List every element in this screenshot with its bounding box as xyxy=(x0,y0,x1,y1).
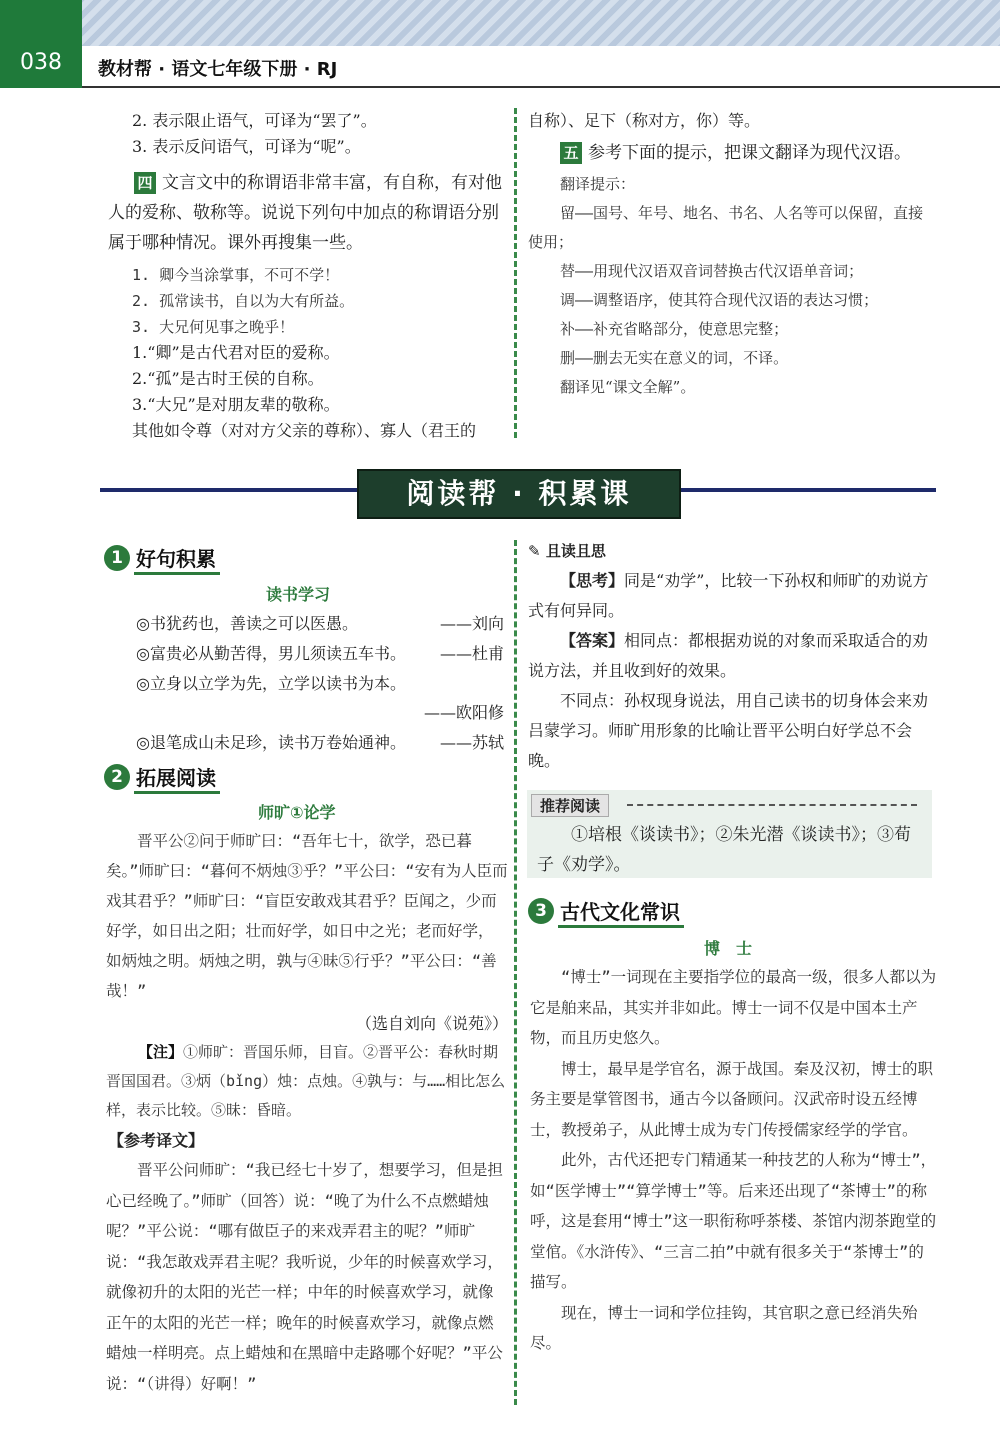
banner-rule-right xyxy=(676,488,936,492)
hint-line: 替——用现代汉语双音词替换古代汉语单音词； xyxy=(560,262,864,280)
answer-line: 其他如令尊（对对方父亲的尊称）、寡人（君王的 xyxy=(132,421,477,440)
quote-text: ◎书犹药也，善读之可以医愚。 xyxy=(136,614,358,633)
recommend-tag: 推荐阅读 xyxy=(531,794,609,817)
answer-text: 相同点：都根据劝说的对象而采取适合的劝说方法，并且收到好的效果。 xyxy=(528,631,929,680)
question-text: 同是“劝学”，比较一下孙权和师旷的劝说方式有何异同。 xyxy=(528,571,929,620)
header-pattern xyxy=(0,0,1000,46)
subheading: 博 士 xyxy=(704,939,753,958)
hint-line: 补——补充省略部分，使意思完整； xyxy=(560,320,789,338)
pencil-icon: ✎ xyxy=(528,542,541,560)
subheading: 师旷①论学 xyxy=(258,803,336,822)
subheading: 读书学习 xyxy=(266,585,331,604)
example-sentence: 3. 大兄何见事之晚乎！ xyxy=(132,318,295,336)
question-label: 【思考】 xyxy=(560,571,625,590)
section-number: 2 xyxy=(104,764,130,790)
example-sentence: 1. 卿今当涂掌事，不可不学！ xyxy=(132,266,340,284)
line: 3. 表示反问语气，可译为“呢”。 xyxy=(132,137,361,156)
quote-author: ——杜甫 xyxy=(439,644,504,663)
hint-line: 调——调整语序，使其符合现代汉语的表达习惯； xyxy=(560,291,879,309)
column-divider xyxy=(514,540,517,1405)
passage-source: （选自刘向《说苑》） xyxy=(355,1014,508,1033)
think-head: 且读且思 xyxy=(545,542,606,560)
hint-line: 翻译提示： xyxy=(560,175,636,193)
paragraph: 此外，古代还把专门精通某一种技艺的人称为“博士”，如“医学博士”“算学博士”等。后来还出现了“茶博士”的称呼，这是套用“博士”这一职衔称呼茶楼、茶馆内沏茶跑堂的堂倌。《水浒传》、“三言二拍”中就有很多关于“茶博士”的描写。 xyxy=(530,1151,937,1291)
question-4 xyxy=(108,168,508,258)
quote-row xyxy=(136,730,508,753)
quote-text: ◎富贵必从勤苦得，男儿须读五车书。 xyxy=(136,644,406,663)
difference-text: 不同点：孙权现身说法，用自己读书的切身体会来劝吕蒙学习。师旷用形象的比喻让晋平公明白好学总不会晚。 xyxy=(528,691,929,770)
column-divider xyxy=(514,108,517,438)
recommend-text: ①培根《谈读书》；②朱光潜《谈读书》；③荀子《劝学》。 xyxy=(537,825,911,875)
example-sentence: 2. 孤常读书，自以为大有所益。 xyxy=(132,292,355,310)
line: 2. 表示限止语气，可译为“罢了”。 xyxy=(132,111,377,130)
recommend-box xyxy=(527,790,932,878)
top-left-column xyxy=(108,108,508,444)
answer-label: 【答案】 xyxy=(560,631,625,650)
book-title: 教材帮 · 语文七年级下册 · RJ xyxy=(98,59,338,80)
question-text: 参考下面的提示，把课文翻译为现代汉语。 xyxy=(588,143,911,163)
paragraph: 博士，最早是学官名，源于战国。秦及汉初，博士的职务主要是掌管图书，通古今以备顾问。汉武帝时设五经博士，教授弟子，从此博士成为专门传授儒家经学的学官。 xyxy=(530,1059,934,1139)
banner-rule-left xyxy=(100,488,358,492)
translation xyxy=(106,1155,508,1399)
answer-line: 1.“卿”是古代君对臣的爱称。 xyxy=(132,343,340,362)
translation-text: 晋平公问师旷：“我已经七十岁了，想要学习，但是担心已经晚了。”师旷（回答）说：“晚了为什么不点燃蜡烛呢？”平公说：“哪有做臣子的来戏弄君主的呢？”师旷说：“我怎敢戏弄君主呢？我听说，少年的时候喜欢学习，就像初升的太阳的光芒一样；中年的时候喜欢学习，就像正午的太阳的光芒一样；晚年的时候喜欢学习，就像点燃蜡烛一样明亮。点上蜡烛和在黑暗中走路哪个好呢？”平公说：“（讲得）好啊！” xyxy=(106,1161,503,1393)
section-heading-3 xyxy=(528,896,684,925)
top-right-column xyxy=(528,108,938,402)
note-label: 【注】 xyxy=(138,1043,184,1061)
recommend-rule xyxy=(627,804,917,806)
section-title: 好句积累 xyxy=(134,547,220,575)
line: 自称）、足下（称对方，你）等。 xyxy=(528,111,761,130)
quote-row xyxy=(136,671,508,694)
translation-hints xyxy=(528,170,938,402)
page-number: 038 xyxy=(20,50,62,75)
quote-author: ——欧阳修 xyxy=(423,703,504,722)
passage-text: 晋平公②问于师旷曰：“吾年七十，欲学，恐已暮矣。”师旷曰：“暮何不炳烛③乎？”平公曰：“安有为人臣而戏其君乎？”师旷曰：“盲臣安敢戏其君乎？臣闻之，少而好学，如日出之阳；壮而好学，如日中之光；老而好学，如炳烛之明。炳烛之明，孰与④昧⑤行乎？”平公曰：“善哉！” xyxy=(106,832,508,1000)
think-heading xyxy=(528,540,606,561)
quote-author: ——苏轼 xyxy=(439,733,504,752)
quote-row xyxy=(136,611,508,634)
quote-author-row xyxy=(136,700,508,723)
section-title: 古代文化常识 xyxy=(558,900,684,928)
hint-line: 翻译见“课文全解”。 xyxy=(560,378,696,396)
paragraph: 现在，博士一词和学位挂钩，其官职之意已经消失殆尽。 xyxy=(530,1303,918,1352)
question-text: 文言文中的称谓语非常丰富，有自称，有对他人的爱称、敬称等。说说下列句中加点的称谓语分别属于哪种情况。课外再搜集一些。 xyxy=(108,173,502,253)
quote-author: ——刘向 xyxy=(439,614,504,633)
section-heading-2 xyxy=(104,762,220,791)
hint-line: 留——国号、年号、地名、书名、人名等可以保留，直接使用； xyxy=(528,204,924,251)
hint-line: 删——删去无实在意义的词，不译。 xyxy=(560,349,789,367)
culture-text xyxy=(530,962,938,1359)
section-number: 1 xyxy=(104,545,130,571)
think-block xyxy=(528,566,936,776)
note-text: ①师旷：晋国乐师，目盲。②晋平公：春秋时期晋国国君。③炳（bǐng）烛：点烛。④孰与：与……相比怎么样，表示比较。⑤昧：昏暗。 xyxy=(106,1043,506,1119)
passage xyxy=(106,826,508,1006)
section-banner: 阅读帮 · 积累课 xyxy=(357,469,681,519)
section-number: 3 xyxy=(528,898,554,924)
question-number: 五 xyxy=(560,142,582,164)
quote-row xyxy=(136,641,508,664)
paragraph: “博士”一词现在主要指学位的最高一级，很多人都以为它是舶来品，其实并非如此。博士一词不仅是中国本土产物，而且历史悠久。 xyxy=(530,968,937,1047)
quote-text: ◎立身以立学为先，立学以读书为本。 xyxy=(136,674,406,693)
quote-text: ◎退笔成山未足珍，读书万卷始通神。 xyxy=(136,733,406,752)
translation-label: 【参考译文】 xyxy=(108,1131,205,1150)
page-header xyxy=(0,0,1000,88)
header-rule xyxy=(82,86,1000,88)
section-title: 拓展阅读 xyxy=(134,766,220,794)
answer-line: 2.“孤”是古时王侯的自称。 xyxy=(132,369,324,388)
notes xyxy=(106,1038,508,1125)
question-number: 四 xyxy=(134,172,156,194)
section-heading-1 xyxy=(104,543,220,572)
answer-line: 3.“大兄”是对朋友辈的敬称。 xyxy=(132,395,340,414)
question-5 xyxy=(528,140,938,166)
